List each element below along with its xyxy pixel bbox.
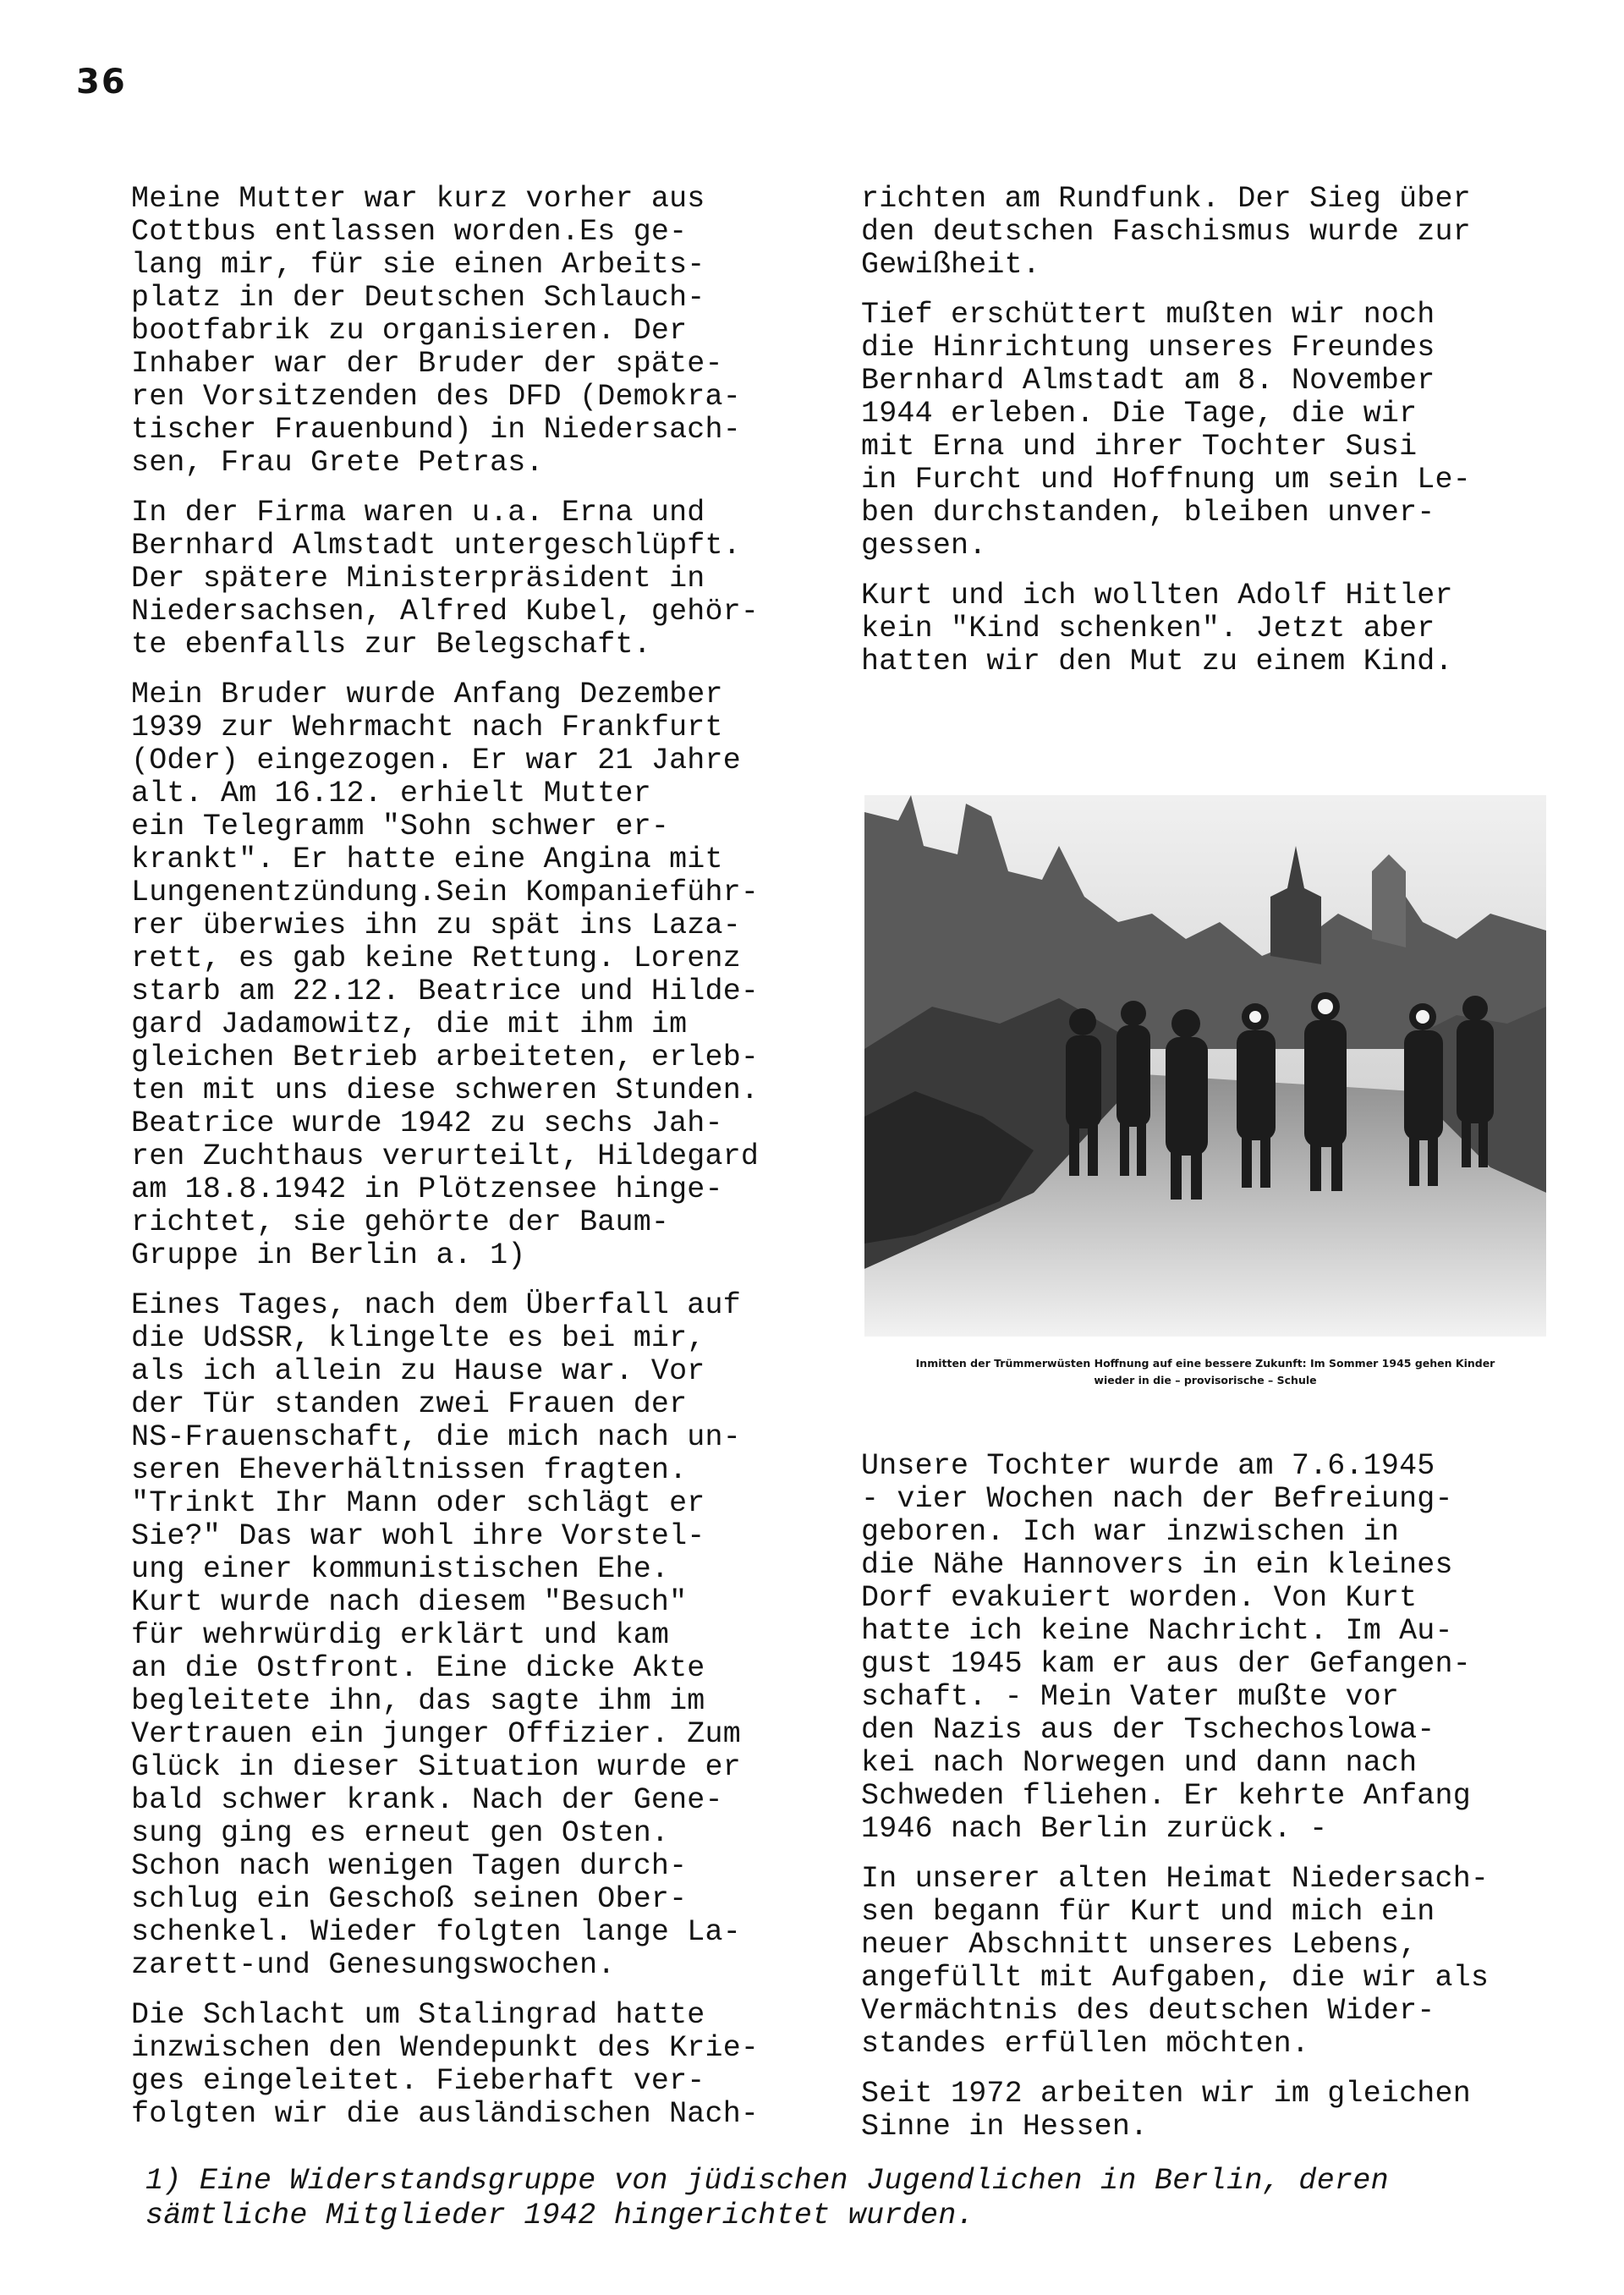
paragraph: Meine Mutter war kurz vorher aus Cottbus entlassen worden.Es ge- lang mir, für sie einen Arbeits- platz in der Deutschen Schlauch- bootfabrik zu organisieren. Der Inhaber war der Bruder der späte- ren Vorsitzenden des DFD (Demokra- tischer Frauenbund) in Niedersach- sen, Frau Grete Petras. <box>131 182 741 480</box>
photo-caption: Inmitten der Trümmerwüsten Hoffnung auf eine bessere Zukunft: Im Sommer 1945 gehen Kinder wieder in die – provisorische – Schule <box>915 1357 1495 1386</box>
paragraph: richten am Rundfunk. Der Sieg über den deutschen Faschismus wurde zur Gewißheit. <box>861 182 1471 282</box>
page-number: 36 <box>76 63 127 102</box>
paragraph: Tief erschüttert mußten wir noch die Hinrichtung unseres Freundes Bernhard Almstadt am 8. November 1944 erleben. Die Tage, die wir mit Erna und ihrer Tochter Susi in Furcht und Hoffnung um sein Le- ben durchstanden, bleiben unver- gessen. <box>861 298 1471 563</box>
paragraph: Mein Bruder wurde Anfang Dezember 1939 zur Wehrmacht nach Frankfurt (Oder) eingezogen. Er war 21 Jahre alt. Am 16.12. erhielt Mutter ein Telegramm "Sohn schwer er- krankt". Er hatte eine Angina mit Lungenentzündung.Sein Kompanieführ- rer überwies ihn zu spät ins Laza- rett, es gab keine Rettung. Lorenz starb am 22.12. Beatrice und Hilde- gard Jadamowitz, die mit ihm im gleichen Betrieb arbeiteten, erleb- ten mit uns diese schweren Stunden. Beatrice wurde 1942 zu sechs Jah- ren Zuchthaus verurteilt, Hildegard am 18.8.1942 in Plötzensee hinge- richtet, sie gehörte der Baum- Gruppe in Berlin a. 1) <box>131 678 760 1272</box>
right-text-column-top <box>861 183 1555 695</box>
photo-figure <box>864 795 1546 1389</box>
right-text-column-bottom <box>861 1450 1555 2160</box>
paragraph: Unsere Tochter wurde am 7.6.1945 - vier Wochen nach der Befreiung- geboren. Ich war inzwischen in die Nähe Hannovers in ein kleines Dorf evakuiert worden. Von Kurt hatte ich keine Nachricht. Im Au- gust 1945 kam er aus der Gefangen- schaft. - Mein Vater mußte vor den Nazis aus der Tschechoslowa- kei nach Norwegen und dann nach Schweden fliehen. Er kehrte Anfang 1946 nach Berlin zurück. - <box>861 1449 1471 1846</box>
left-text-column <box>131 183 833 2148</box>
historical-photo <box>864 795 1546 1337</box>
paragraph: Seit 1972 arbeiten wir im gleichen Sinne in Hessen. <box>861 2077 1471 2144</box>
paragraph: In der Firma waren u.a. Erna und Bernhard Almstadt untergeschlüpft. Der spätere Ministerpräsident in Niedersachsen, Alfred Kubel, gehör- te ebenfalls zur Belegschaft. <box>131 496 760 662</box>
paragraph: Kurt und ich wollten Adolf Hitler kein "Kind schenken". Jetzt aber hatten wir den Mut zu einem Kind. <box>861 579 1453 678</box>
footnote: 1) Eine Widerstandsgruppe von jüdischen Jugendlichen in Berlin, deren sämtliche Mitglieder 1942 hingerichtet wurden. <box>145 2164 1389 2232</box>
paragraph: Die Schlacht um Stalingrad hatte inzwischen den Wendepunkt des Krie- ges eingeleitet. Fieberhaft ver- folgten wir die ausländischen Nach- <box>131 1998 760 2131</box>
paragraph: Eines Tages, nach dem Überfall auf die UdSSR, klingelte es bei mir, als ich allein zu Hause war. Vor der Tür standen zwei Frauen der NS-Frauenschaft, die mich nach un- seren Eheverhältnissen fragten. "Trinkt Ihr Mann oder schlägt er Sie?" Das war wohl ihre Vorstel- ung einer kommunistischen Ehe. Kurt wurde nach diesem "Besuch" für wehrwürdig erklärt und kam an die Ostfront. Eine dicke Akte begleitete ihn, das sagte ihm im Vertrauen ein junger Offizier. Zum Glück in dieser Situation wurde er bald schwer krank. Nach der Gene- sung ging es erneut gen Osten. Schon nach wenigen Tagen durch- schlug ein Geschoß seinen Ober- schenkel. Wieder folgten lange La- zarett-und Genesungswochen. <box>131 1288 741 1982</box>
paragraph: In unserer alten Heimat Niedersach- sen begann für Kurt und mich ein neuer Abschnitt unseres Lebens, angefüllt mit Aufgaben, die wir als Vermächtnis des deutschen Wider- standes erfüllen möchten. <box>861 1862 1490 2061</box>
